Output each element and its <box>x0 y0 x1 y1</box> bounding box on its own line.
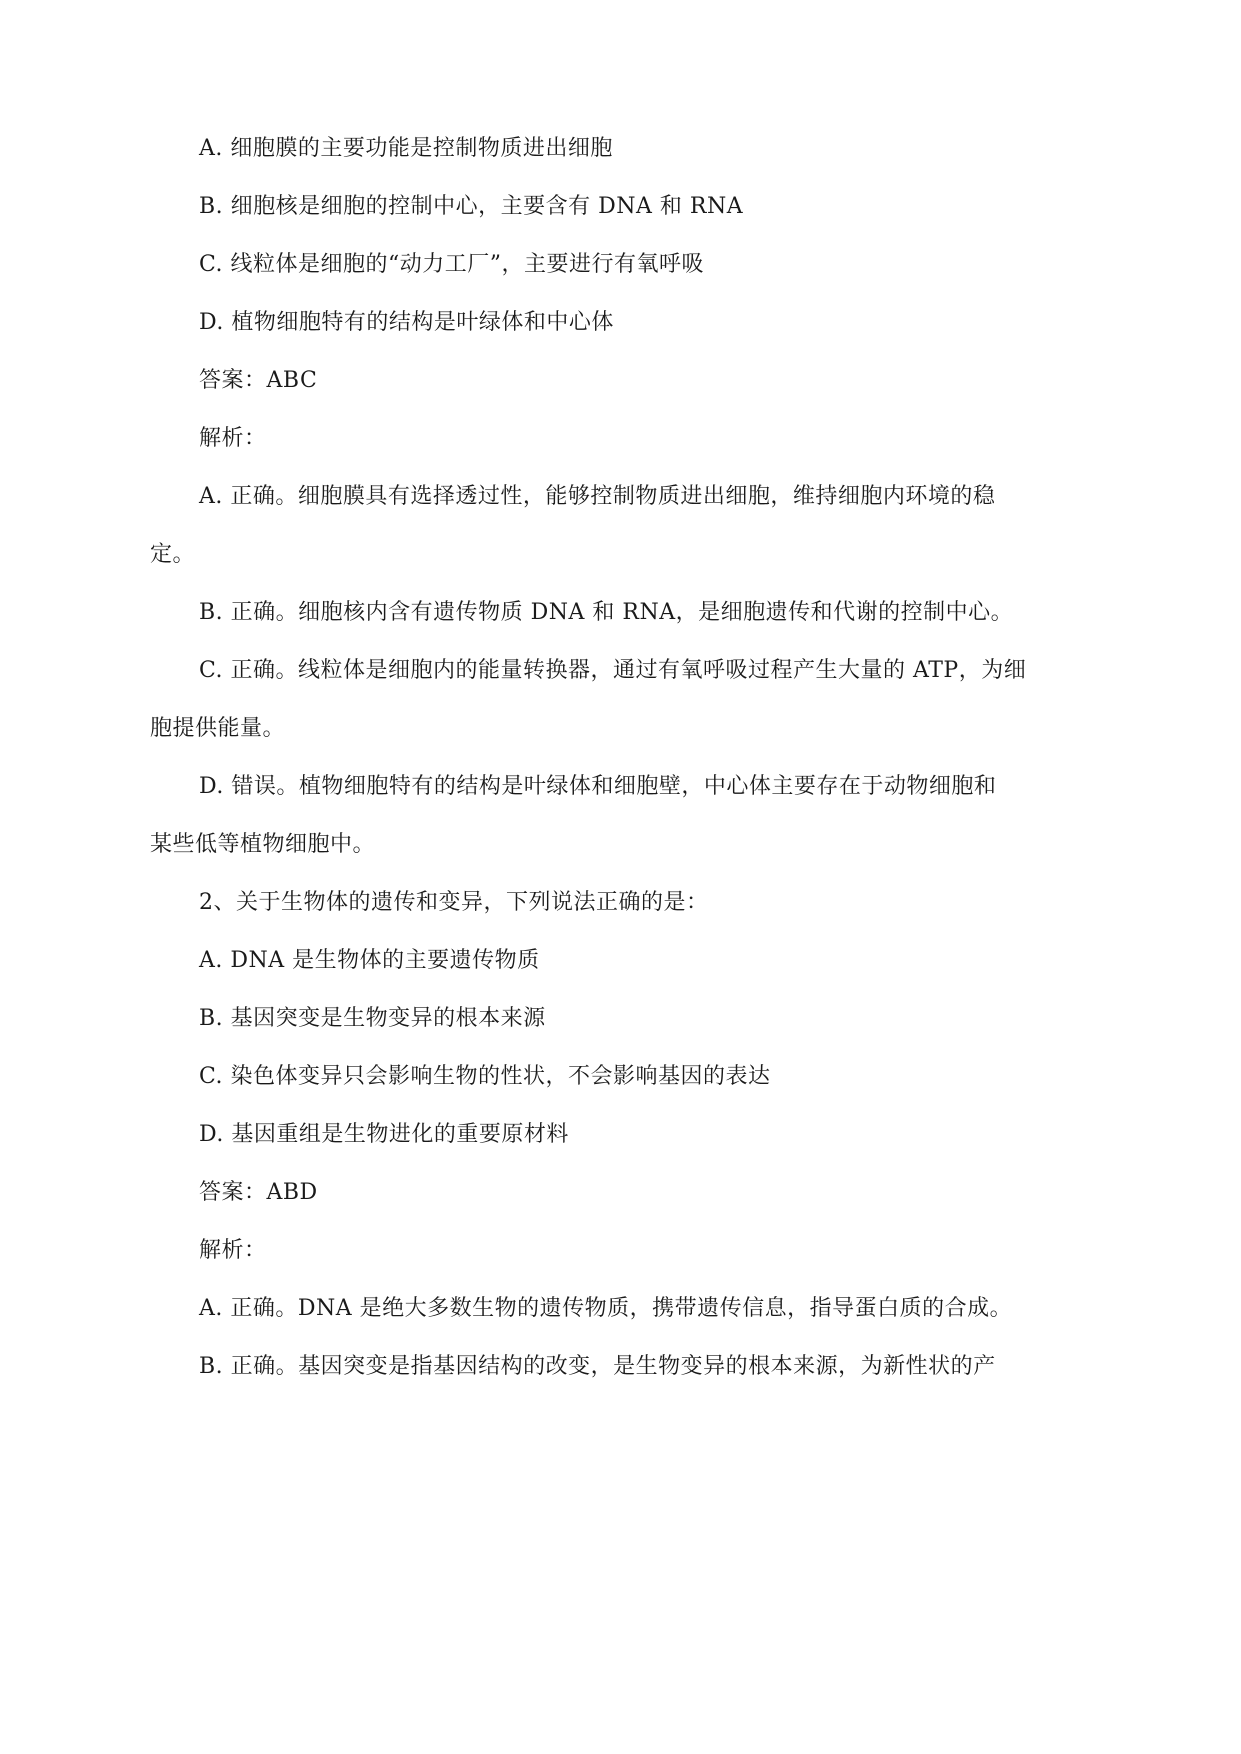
q1-answer: 答案：ABC <box>199 368 318 393</box>
q2-analysis-label: 解析： <box>199 1238 267 1263</box>
q1-option-d: D. 植物细胞特有的结构是叶绿体和中心体 <box>199 310 614 335</box>
q1-analysis-c-line2: 胞提供能量。 <box>150 716 286 741</box>
q2-analysis-a: A. 正确。DNA 是绝大多数生物的遗传物质，携带遗传信息，指导蛋白质的合成。 <box>199 1296 1013 1321</box>
q1-analysis-d-line2: 某些低等植物细胞中。 <box>150 832 376 857</box>
q2-option-c: C. 染色体变异只会影响生物的性状，不会影响基因的表达 <box>199 1064 771 1089</box>
q2-option-d: D. 基因重组是生物进化的重要原材料 <box>199 1122 569 1147</box>
q1-analysis-label: 解析： <box>199 426 267 451</box>
q1-option-a: A. 细胞膜的主要功能是控制物质进出细胞 <box>199 136 613 161</box>
q2-analysis-b-line1: B. 正确。基因突变是指基因结构的改变，是生物变异的根本来源，为新性状的产 <box>199 1354 996 1379</box>
q1-analysis-c-line1: C. 正确。线粒体是细胞内的能量转换器，通过有氧呼吸过程产生大量的 ATP，为细 <box>199 658 1027 683</box>
q1-analysis-b: B. 正确。细胞核内含有遗传物质 DNA 和 RNA，是细胞遗传和代谢的控制中心。 <box>199 600 1014 625</box>
q2-question: 2、关于生物体的遗传和变异，下列说法正确的是： <box>199 890 709 915</box>
q1-analysis-d-line1: D. 错误。植物细胞特有的结构是叶绿体和细胞壁，中心体主要存在于动物细胞和 <box>199 774 997 799</box>
q2-answer: 答案：ABD <box>199 1180 318 1205</box>
q1-option-c: C. 线粒体是细胞的“动力工厂”，主要进行有氧呼吸 <box>199 252 705 277</box>
q2-option-a: A. DNA 是生物体的主要遗传物质 <box>199 948 540 973</box>
q1-analysis-a-line2: 定。 <box>150 542 196 567</box>
q1-option-b: B. 细胞核是细胞的控制中心，主要含有 DNA 和 RNA <box>199 194 744 219</box>
q1-analysis-a-line1: A. 正确。细胞膜具有选择透过性，能够控制物质进出细胞，维持细胞内环境的稳 <box>199 484 996 509</box>
q2-option-b: B. 基因突变是生物变异的根本来源 <box>199 1006 546 1031</box>
